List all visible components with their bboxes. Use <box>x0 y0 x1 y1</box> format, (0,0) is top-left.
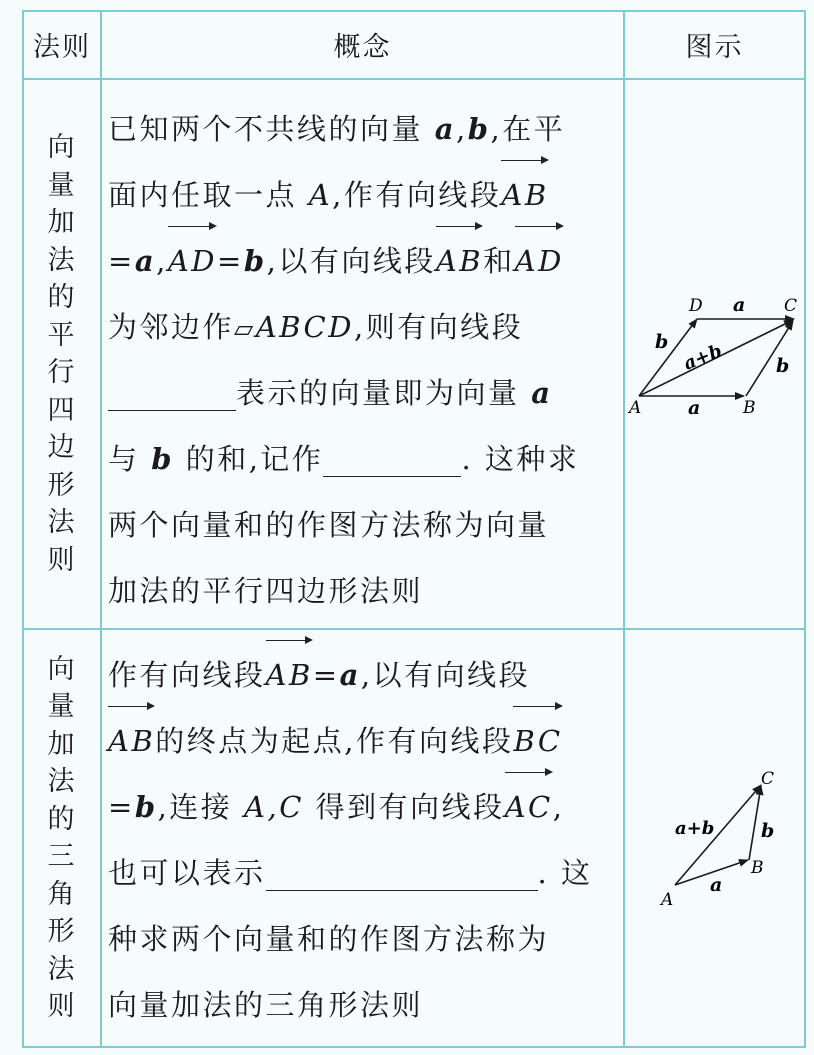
point-label-C: C <box>784 296 798 316</box>
concept-line: 与 b 的和,记作 . 这种求 <box>108 426 618 492</box>
point-label-A: A <box>629 398 642 418</box>
vector-AD: AD <box>168 228 217 294</box>
rule-char: 加 <box>47 207 75 238</box>
table-border-right <box>804 10 806 1048</box>
answer-blank[interactable] <box>108 370 236 411</box>
rule-char: 的 <box>47 282 75 313</box>
label-b-right: b <box>776 355 790 377</box>
rule-char: 三 <box>47 841 75 872</box>
concept-line: 加法的平行四边形法则 <box>108 574 424 608</box>
header-concept: 概念 <box>333 31 392 63</box>
vector-AC: AC <box>505 774 553 840</box>
concept-line: 已知两个不共线的向量 a,b,在平 <box>108 112 566 146</box>
label-sum: a+b <box>680 340 726 375</box>
label-b-left: b <box>655 331 669 353</box>
point-label-A: A <box>661 890 674 910</box>
concept-line: 面内任取一点 A,作有向线段AB <box>108 162 618 228</box>
table-header-divider <box>22 78 806 80</box>
vector-AB: AB <box>436 228 483 294</box>
rule-char: 则 <box>47 544 75 576</box>
concept-line: 种求两个向量和的作图方法称为 <box>108 922 550 956</box>
rule-char: 行 <box>47 357 75 388</box>
concept-line: 表示的向量即为向量 a <box>108 360 618 426</box>
rule-char: 角 <box>47 878 75 910</box>
point-label-C: C <box>761 769 775 789</box>
rule-char: 向 <box>47 132 75 163</box>
label-a-bottom: a <box>688 397 701 419</box>
concept-line: AB的终点为起点,作有向线段BC <box>108 708 618 774</box>
concept-line: 为邻边作▱ABCD,则有向线段 <box>108 310 524 344</box>
rule-char: 法 <box>47 244 75 276</box>
label-sum: a+b <box>675 818 715 839</box>
rule-char: 量 <box>47 169 75 201</box>
vector-AB: AB <box>108 708 155 774</box>
rule-char: 法 <box>47 766 75 797</box>
point-label-B: B <box>751 858 764 878</box>
vector-BC: BC <box>513 708 562 774</box>
label-a-top: a <box>733 294 746 316</box>
header-rule: 法则 <box>33 31 91 63</box>
rule-char: 加 <box>47 728 75 760</box>
vector-AB: AB <box>501 162 548 228</box>
triangle-diagram <box>625 760 804 910</box>
concept-line: 也可以表示 . 这 <box>108 840 618 906</box>
concept-parallelogram <box>108 96 618 624</box>
label-a: a <box>710 874 723 896</box>
concept-triangle <box>108 642 618 1038</box>
point-label-D: D <box>689 296 703 316</box>
vector-AD: AD <box>515 228 564 294</box>
table-col-divider-1 <box>100 10 102 1048</box>
rule-char: 法 <box>47 507 75 538</box>
point-label-B: B <box>743 398 756 418</box>
rule-char: 向 <box>47 653 75 685</box>
vector-AB: AB <box>266 642 313 708</box>
rule-char: 形 <box>47 916 75 947</box>
label-b: b <box>761 820 775 842</box>
answer-blank[interactable] <box>266 850 538 891</box>
rule-name-triangle <box>22 630 100 1046</box>
rule-char: 的 <box>47 803 75 835</box>
rule-char: 边 <box>47 432 75 463</box>
concept-line: =a,AD=b,以有向线段AB和AD <box>108 228 618 294</box>
table-row-divider <box>22 628 806 630</box>
answer-blank[interactable] <box>323 436 461 477</box>
rule-char: 四 <box>47 394 75 426</box>
parallelogram-symbol: ▱ <box>234 314 256 343</box>
rule-char: 法 <box>47 953 75 985</box>
table-border-bottom <box>22 1046 806 1048</box>
rule-char: 量 <box>47 691 75 722</box>
concept-line: 向量加法的三角形法则 <box>108 988 424 1022</box>
rule-name-parallelogram <box>22 80 100 628</box>
rule-char: 平 <box>47 319 75 351</box>
header-figure: 图示 <box>685 31 744 63</box>
rule-char: 则 <box>47 991 75 1022</box>
rule-char: 形 <box>47 469 75 501</box>
concept-line: 两个向量和的作图方法称为向量 <box>108 508 550 542</box>
parallelogram-diagram <box>625 280 804 430</box>
concept-line: =b,连接 A,C 得到有向线段AC, <box>108 774 618 840</box>
concept-line: 作有向线段AB=a,以有向线段 <box>108 642 618 708</box>
